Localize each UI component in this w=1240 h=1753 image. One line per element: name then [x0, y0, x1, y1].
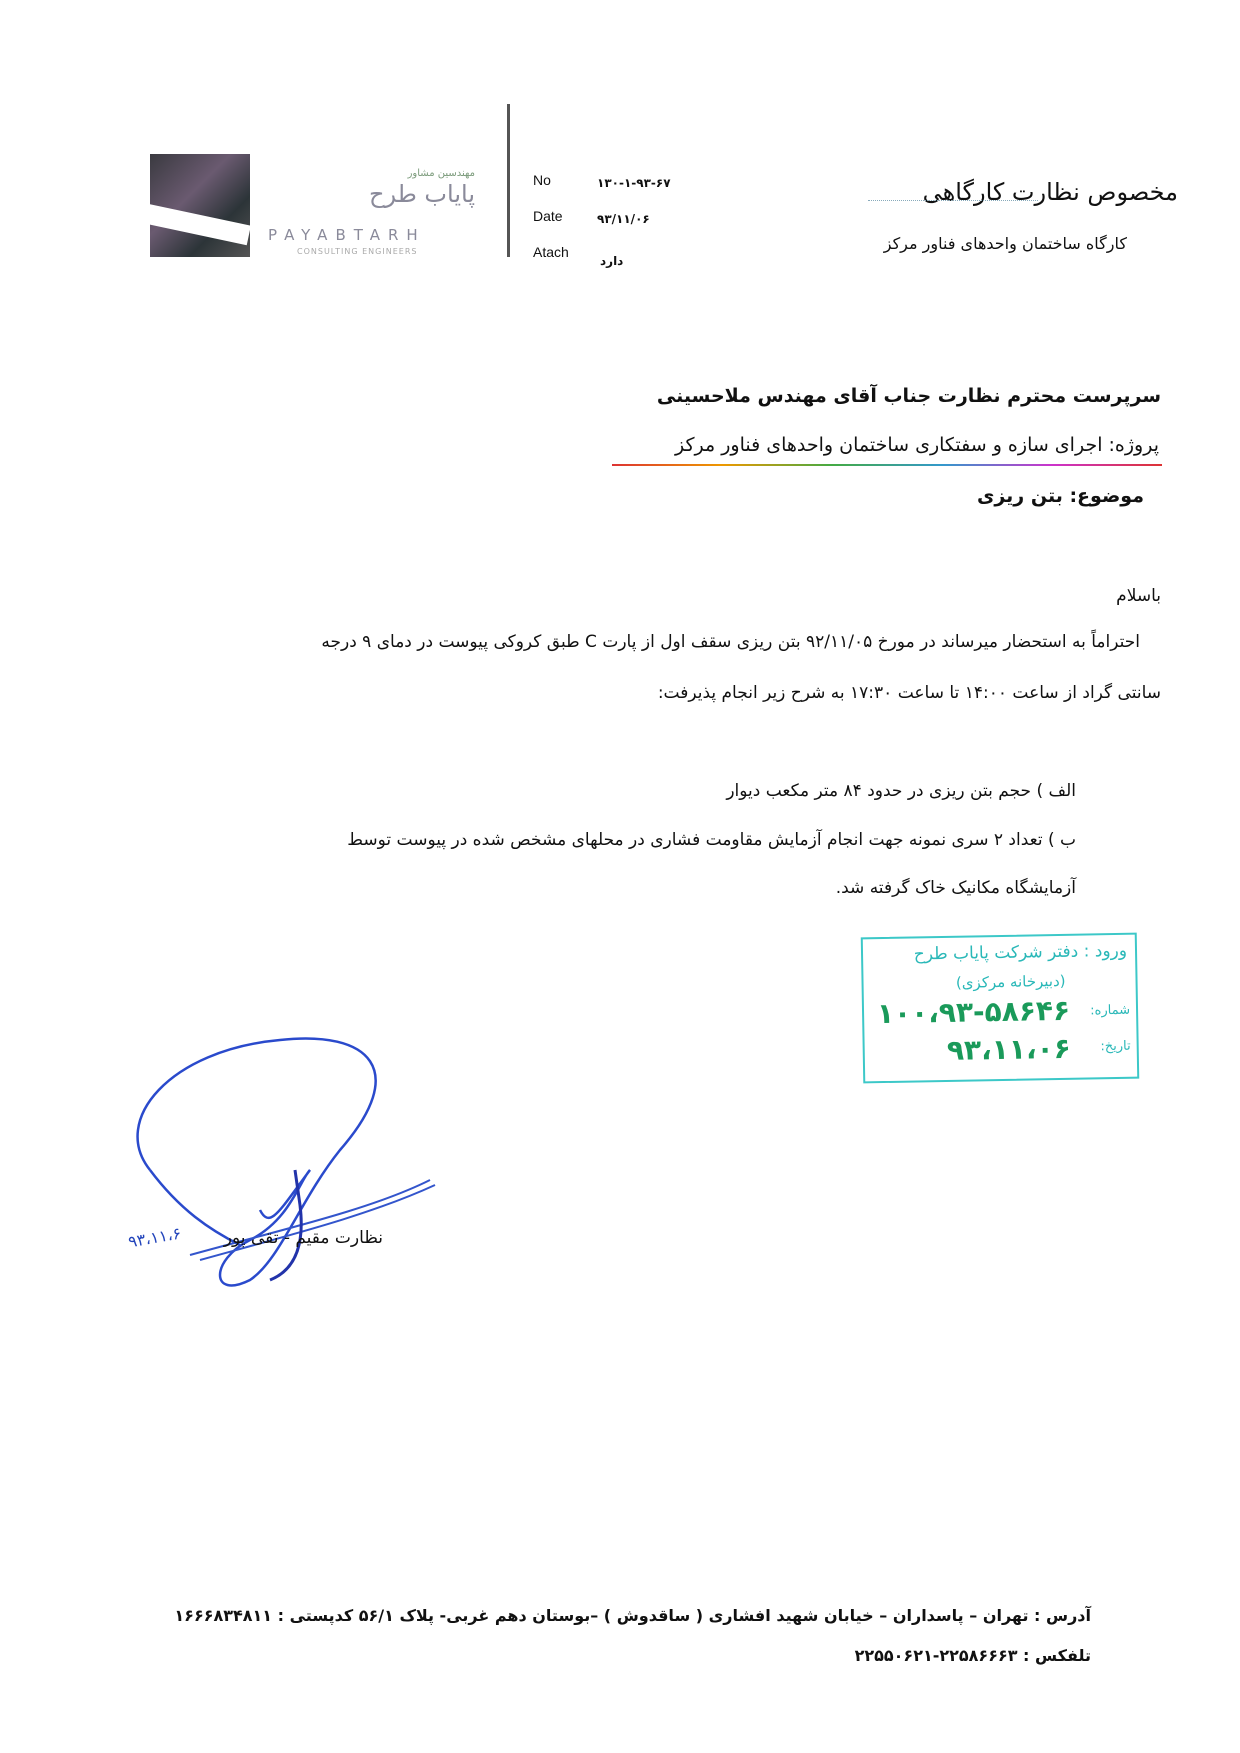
title-underline [868, 200, 1038, 201]
meta-label-date: Date [533, 208, 563, 224]
logo-tagline: CONSULTING ENGINEERS [297, 247, 418, 256]
paragraph-line-2: سانتی گراد از ساعت ۱۴:۰۰ تا ساعت ۱۷:۳۰ به شرح زیر انجام پذیرفت: [657, 683, 1161, 703]
stamp-number-label: شماره: [1090, 1002, 1131, 1019]
meta-value-attach: دارد [600, 254, 624, 268]
handwritten-signature [110, 1030, 450, 1300]
logo-name-fa: پایاب طرح [368, 180, 475, 208]
footer-address: آدرس : تهران – پاسداران – خیابان شهید افشاری ( ساقدوش ) –بوستان دهم غربی- پلاک ۵۶/۱ کدپستی : ۱۶۶۶۸۳۴۸۱۱ [174, 1606, 1091, 1625]
signature-name: نظارت مقیم - تقی پور [223, 1228, 383, 1248]
project-line: پروژه: اجرای سازه و سفتکاری ساختمان واحدهای فناور مرکز [675, 434, 1159, 456]
paragraph-line-1: احتراماً به استحضار میرساند در مورخ ۹۲/۱۱/۰۵ بتن ریزی سقف اول از پارت C طبق کروکی پیوست در دمای ۹ درجه [321, 632, 1140, 652]
meta-label-no: No [533, 172, 551, 188]
stamp-line-2: (دبیرخانه مرکزی) [955, 971, 1066, 992]
logo-name-en: PAYABTARH [268, 226, 426, 244]
logo-subtitle-fa: مهندسین مشاور [407, 168, 475, 179]
project-underline [612, 464, 1162, 466]
item-b: ب ) تعداد ۲ سری نمونه جهت انجام آزمایش مقاومت فشاری در محلهای مشخص شده در پیوست توسط [347, 830, 1076, 850]
subject-line: موضوع: بتن ریزی [976, 485, 1144, 507]
footer-fax: تلفکس : ۲۲۵۸۶۶۶۳-۲۲۵۵۰۶۲۱ [854, 1646, 1091, 1665]
meta-value-date: ۹۳/۱۱/۰۶ [597, 212, 650, 226]
letterhead-title: مخصوص نظارت کارگاهی [922, 178, 1178, 206]
item-b-continued: آزمایشگاه مکانیک خاک گرفته شد. [835, 878, 1076, 898]
addressee: سرپرست محترم نظارت جناب آقای مهندس ملاحسینی [656, 385, 1161, 407]
letterhead-subtitle: کارگاه ساختمان واحدهای فناور مرکز [883, 234, 1127, 253]
salutation: باسلام [1116, 586, 1161, 606]
stamp-date-value: ۹۳،۱۱،۰۶ [946, 1031, 1072, 1067]
item-a: الف ) حجم بتن ریزی در حدود ۸۴ متر مکعب دیوار [726, 781, 1076, 801]
stamp-number-value: ۱۰۰،۹۳-۵۸۶۴۶ [876, 993, 1071, 1031]
signature-date: ۹۳،۱۱،۶ [126, 1223, 183, 1252]
meta-label-attach: Atach [533, 244, 569, 260]
company-logo [150, 154, 250, 257]
header-divider [507, 104, 510, 257]
registration-stamp [861, 933, 1140, 1084]
meta-value-no: ۱۳۰-۱-۹۳-۶۷ [597, 176, 671, 190]
stamp-date-label: تاریخ: [1100, 1038, 1131, 1055]
stamp-line-1: ورود : دفتر شرکت پایاب طرح [913, 940, 1128, 965]
